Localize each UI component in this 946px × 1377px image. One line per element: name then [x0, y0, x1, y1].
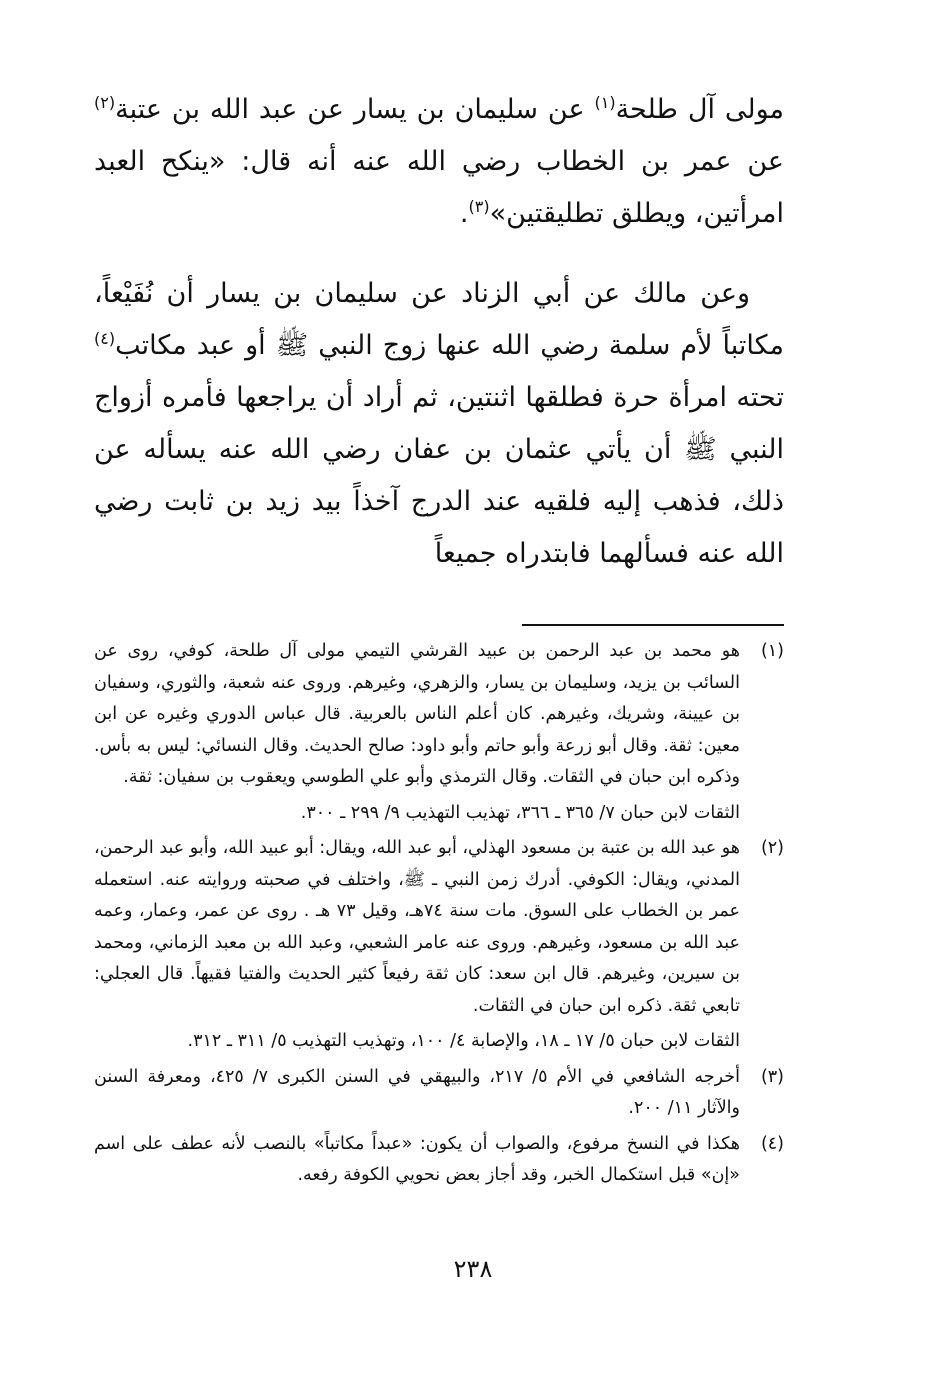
text-run: وعن مالك عن أبي الزناد عن سليمان بن يسار أن نُفَيْعاً، مكاتباً لأم سلمة رضي الله عنها زوج النبي ﷺ أو عبد مكاتب: [94, 278, 784, 361]
footnotes: [94, 636, 784, 1192]
footnote-separator: [522, 624, 784, 626]
footnote-text: هو محمد بن عبد الرحمن بن عبيد القرشي التيمي مولى آل طلحة، كوفي، روى عن السائب بن يزيد، وسليمان بن يسار، والزهري، وغيرهم. وروى عنه شعبة، والثوري، وسفيان بن عيينة، وشريك، وغيرهم. كان أعلم الناس بالعربية. قال عباس الدوري وغيره عن ابن معين: ثقة. وقال أبو زرعة وأبو حاتم وأبو داود: صالح الحديث. وقال النسائي: ليس به بأس. وذكره ابن حبان في الثقات. وقال الترمذي وأبو علي الطوسي ويعقوب بن سفيان: ثقة.: [94, 641, 740, 787]
footnote-number: (٢): [760, 838, 784, 858]
footnote-text: هكذا في النسخ مرفوع، والصواب أن يكون: «عبداً مكاتباً» بالنصب لأنه عطف على اسم «إن» قبل استكمال الخبر، وقد أجاز بعض نحويي الكوفة رفعه.: [94, 1133, 740, 1185]
text-run: عن سليمان بن يسار عن عبد الله بن عتبة: [115, 94, 595, 125]
paragraph-1: [94, 84, 784, 240]
text-run: مولى آل طلحة: [615, 94, 784, 125]
main-text: [94, 84, 784, 580]
footnote-2: [94, 833, 784, 1058]
footnote-number: (٣): [760, 1066, 784, 1087]
footnote-ref-1[interactable]: (١): [594, 93, 616, 112]
footnote-ref-2[interactable]: (٢): [94, 93, 116, 112]
page-number: ٢٣٨: [453, 1255, 493, 1283]
text-run: عن عمر بن الخطاب رضي الله عنه أنه قال: «ينكح العبد امرأتين، ويطلق تطليقتين»: [94, 146, 784, 229]
footnote-source: الثقات لابن حبان ٧/ ٣٦٥ ـ ٣٦٦، تهذيب التهذيب ٩/ ٢٩٩ ـ ٣٠٠.: [300, 802, 740, 823]
footnote-ref-4[interactable]: (٤): [94, 329, 116, 348]
paragraph-2: [94, 268, 784, 580]
footnote-text: هو عبد الله بن عتبة بن مسعود الهذلي، أبو عبد الله، ويقال: أبو عبيد الله، وأبو عبد الرحمن، المدني، ويقال: الكوفي. أدرك زمن النبي ـ ﷺ، واختلف في صحبته وروايته عنه. استعمله عمر بن الخطاب على السوق. مات سنة ٧٤هـ، وقيل ٧٣ هـ . روى عن عمر، وعمار، وعمه عبد الله بن مسعود، وغيرهم. وروى عنه عامر الشعبي، وعبد الله بن معبد الزماني، ومحمد بن سيرين، وغيرهم. قال ابن سعد: كان ثقة رفيعاً كثير الحديث والفتيا فقيهاً. قال العجلي: تابعي ثقة. ذكره ابن حبان في الثقات.: [94, 838, 740, 1016]
text-run: .: [459, 198, 469, 229]
footnote-3: [94, 1062, 784, 1125]
footnote-number: (٤): [760, 1133, 784, 1154]
footnote-body: [94, 1062, 740, 1125]
footnote-4: [94, 1129, 784, 1192]
footnote-source: الثقات لابن حبان ٥/ ١٧ ـ ١٨، والإصابة ٤/ ١٠٠، وتهذيب التهذيب ٥/ ٣١١ ـ ٣١٢.: [187, 1031, 740, 1051]
footnote-ref-3[interactable]: (٣): [468, 197, 490, 216]
text-run: تحته امرأة حرة فطلقها اثنتين، ثم أراد أن يراجعها فأمره أزواج النبي ﷺ أن يأتي عثمان بن عفان رضي الله عنه يسأله عن ذلك، فذهب إليه فلقيه عند الدرج آخذاً بيد زيد بن ثابت رضي الله عنه فسألهما فابتدراه جميعاً: [94, 382, 784, 569]
footnote-body: [94, 1129, 740, 1192]
footnote-body: [94, 636, 740, 829]
footnote-text: أخرجه الشافعي في الأم ٥/ ٢١٧، والبيهقي في السنن الكبرى ٧/ ٤٢٥، ومعرفة السنن والآثار ١١/ ٢٠٠.: [94, 1066, 740, 1118]
footnote-number: (١): [760, 641, 784, 661]
footnote-1: [94, 636, 784, 829]
footnote-body: [94, 833, 740, 1058]
